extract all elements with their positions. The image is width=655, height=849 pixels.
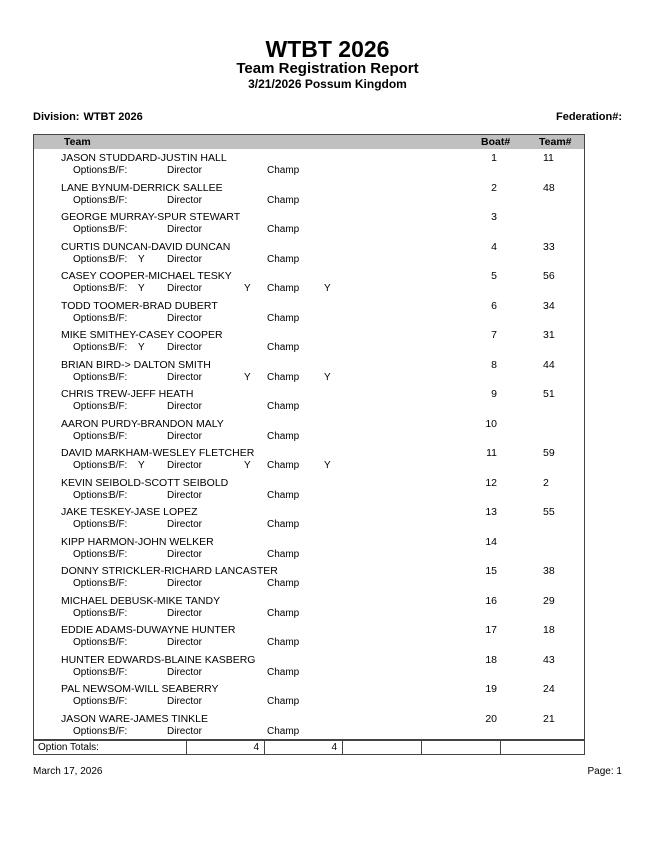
footer-page: Page: 1 (587, 766, 622, 777)
boat-number: 5 (491, 270, 497, 282)
team-name: HUNTER EDWARDS-BLAINE KASBERG (61, 653, 256, 666)
champ-label: Champ (267, 224, 300, 235)
team-name-line (34, 415, 584, 430)
options-label: Options: (73, 430, 111, 442)
bf-label: B/F: (109, 666, 128, 678)
boat-number: 9 (491, 388, 497, 400)
director-label: Director (167, 725, 203, 737)
bf-label: B/F: (109, 253, 128, 265)
column-divider (500, 741, 501, 754)
director-label: Director (167, 194, 203, 206)
champ-label: Champ (267, 165, 300, 176)
options-label: Options: (73, 489, 111, 501)
table-header-row (34, 135, 584, 149)
director-label: Director (167, 342, 203, 353)
bf-label: B/F: (109, 430, 128, 442)
champ-label: Champ (267, 312, 300, 324)
options-label: Options: (73, 666, 111, 678)
team-name: PAL NEWSOM-WILL SEABERRY (61, 683, 219, 695)
column-divider (342, 741, 343, 754)
director-label: Director (167, 371, 203, 383)
team-options-line (34, 607, 584, 622)
team-number: 29 (543, 594, 555, 607)
team-name: AARON PURDY-BRANDON MALY (61, 417, 224, 430)
table-row (34, 267, 584, 297)
bf-label: B/F: (109, 342, 128, 353)
team-name: MIKE SMITHEY-CASEY COOPER (61, 329, 223, 341)
column-divider (264, 741, 265, 754)
team-name: CURTIS DUNCAN-DAVID DUNCAN (61, 240, 231, 253)
director-value: Y (244, 283, 251, 294)
team-name: MICHAEL DEBUSK-MIKE TANDY (61, 594, 221, 607)
boat-number: 19 (485, 683, 497, 695)
team-number: 44 (543, 358, 555, 371)
bf-label: B/F: (109, 460, 128, 471)
bf-label: B/F: (109, 283, 128, 294)
team-number: 33 (543, 240, 555, 253)
team-name: GEORGE MURRAY-SPUR STEWART (61, 211, 241, 223)
team-name-line (34, 444, 584, 459)
bf-label: B/F: (109, 371, 128, 383)
boat-number: 11 (486, 447, 497, 459)
team-number: 18 (543, 624, 555, 636)
bf-value: Y (138, 460, 145, 471)
options-label: Options: (73, 548, 111, 560)
team-number: 51 (543, 388, 555, 400)
table-row (34, 562, 584, 592)
boat-number: 15 (485, 565, 497, 577)
bf-label: B/F: (109, 725, 128, 737)
team-options-line (34, 636, 584, 651)
team-options-line (34, 459, 584, 474)
table-row (34, 356, 584, 386)
options-label: Options: (73, 253, 111, 265)
bf-label: B/F: (109, 696, 128, 707)
director-label: Director (167, 607, 203, 619)
team-name-line (34, 238, 584, 253)
team-number: 59 (543, 447, 555, 459)
director-label: Director (167, 401, 203, 412)
division-label: Division: (33, 111, 80, 123)
column-divider (186, 741, 187, 754)
table-row (34, 621, 584, 651)
column-divider (421, 741, 422, 754)
director-value: Y (244, 460, 251, 471)
options-label: Options: (73, 578, 111, 589)
champ-label: Champ (267, 666, 300, 678)
options-label: Options: (73, 401, 111, 412)
boat-number: 3 (491, 211, 497, 223)
director-label: Director (167, 253, 203, 265)
team-options-line (34, 725, 584, 740)
director-label: Director (167, 283, 203, 294)
boat-number: 16 (485, 594, 497, 607)
team-name-line (34, 149, 584, 164)
option-total-value: 4 (253, 742, 259, 753)
team-name: KEVIN SEIBOLD-SCOTT SEIBOLD (61, 476, 229, 489)
report-title: WTBT 2026 (265, 36, 390, 62)
options-label: Options: (73, 283, 111, 294)
bf-value: Y (138, 253, 145, 265)
team-options-line (34, 666, 584, 681)
team-options-line (34, 548, 584, 563)
director-label: Director (167, 578, 203, 589)
options-label: Options: (73, 342, 111, 353)
table-row (34, 592, 584, 622)
champ-label: Champ (267, 578, 300, 589)
team-name: TODD TOOMER-BRAD DUBERT (61, 299, 218, 312)
options-label: Options: (73, 194, 111, 206)
team-number: 31 (543, 329, 555, 341)
boat-number: 20 (485, 712, 497, 725)
report-subtitle: Team Registration Report (236, 60, 419, 78)
director-label: Director (167, 637, 203, 648)
table-row (34, 179, 584, 209)
champ-value: Y (324, 283, 331, 294)
team-number: 34 (543, 299, 555, 312)
team-name: JAKE TESKEY-JASE LOPEZ (61, 506, 198, 518)
bf-value: Y (138, 342, 145, 353)
team-name: CHRIS TREW-JEFF HEATH (61, 388, 194, 400)
bf-value: Y (138, 283, 145, 294)
team-name: LANE BYNUM-DERRICK SALLEE (61, 181, 223, 194)
boat-number: 2 (491, 181, 497, 194)
options-label: Options: (73, 696, 111, 707)
team-name: JASON WARE-JAMES TINKLE (61, 712, 209, 725)
team-options-line (34, 371, 584, 386)
options-label: Options: (73, 637, 111, 648)
table-row (34, 444, 584, 474)
table-row (34, 680, 584, 710)
director-label: Director (167, 519, 203, 530)
team-number: 11 (543, 152, 554, 164)
team-table (33, 134, 585, 740)
director-label: Director (167, 224, 203, 235)
champ-value: Y (324, 460, 331, 471)
team-name-line (34, 208, 584, 223)
team-options-line (34, 577, 584, 592)
table-row (34, 651, 584, 681)
team-options-line (34, 282, 584, 297)
bf-label: B/F: (109, 194, 128, 206)
team-options-line (34, 400, 584, 415)
bf-label: B/F: (109, 165, 128, 176)
director-value: Y (244, 371, 251, 383)
division-value: WTBT 2026 (83, 111, 143, 123)
team-options-line (34, 194, 584, 209)
federation-label: Federation#: (555, 111, 622, 123)
team-name-line (34, 710, 584, 725)
team-number: 56 (543, 270, 555, 282)
options-label: Options: (73, 725, 111, 737)
champ-label: Champ (267, 194, 300, 206)
options-label: Options: (73, 165, 111, 176)
director-label: Director (167, 460, 203, 471)
team-name-line (34, 621, 584, 636)
boat-number: 12 (485, 476, 497, 489)
team-name: BRIAN BIRD-> DALTON SMITH (61, 358, 211, 371)
report-dateline: 3/21/2026 Possum Kingdom (248, 76, 407, 91)
team-name-line (34, 326, 584, 341)
champ-value: Y (324, 371, 331, 383)
director-label: Director (167, 666, 203, 678)
director-label: Director (167, 696, 203, 707)
division-group (33, 111, 147, 123)
champ-label: Champ (267, 371, 300, 383)
options-label: Options: (73, 371, 111, 383)
bf-label: B/F: (109, 548, 128, 560)
bf-label: B/F: (109, 312, 128, 324)
team-options-line (34, 312, 584, 327)
director-label: Director (167, 165, 203, 176)
table-row (34, 326, 584, 356)
boat-number: 10 (485, 417, 497, 430)
team-name: DONNY STRICKLER-RICHARD LANCASTER (61, 565, 278, 577)
team-name-line (34, 179, 584, 194)
option-totals-label: Option Totals: (38, 742, 99, 753)
team-number: 43 (543, 653, 555, 666)
option-total-value: 4 (331, 742, 337, 753)
director-label: Director (167, 548, 203, 560)
champ-label: Champ (267, 725, 300, 737)
team-name: EDDIE ADAMS-DUWAYNE HUNTER (61, 624, 236, 636)
team-number: 48 (543, 181, 555, 194)
boat-number: 17 (485, 624, 497, 636)
boat-number: 8 (491, 358, 497, 371)
table-row (34, 503, 584, 533)
team-options-line (34, 430, 584, 445)
column-header-boat: Boat# (481, 136, 511, 148)
team-options-line (34, 164, 584, 179)
table-body (34, 149, 584, 739)
champ-label: Champ (267, 548, 300, 560)
table-row (34, 385, 584, 415)
table-row (34, 415, 584, 445)
table-row (34, 474, 584, 504)
champ-label: Champ (267, 460, 300, 471)
champ-label: Champ (267, 283, 300, 294)
team-name-line (34, 651, 584, 666)
team-name-line (34, 680, 584, 695)
boat-number: 1 (491, 152, 497, 164)
column-header-team-num: Team# (539, 136, 572, 148)
meta-row (33, 111, 622, 123)
team-name-line (34, 356, 584, 371)
team-options-line (34, 223, 584, 238)
team-options-line (34, 518, 584, 533)
bf-label: B/F: (109, 637, 128, 648)
bf-label: B/F: (109, 401, 128, 412)
bf-label: B/F: (109, 578, 128, 589)
champ-label: Champ (267, 253, 300, 265)
director-label: Director (167, 489, 203, 501)
bf-label: B/F: (109, 224, 128, 235)
table-row (34, 208, 584, 238)
team-options-line (34, 341, 584, 356)
team-name-line (34, 562, 584, 577)
boat-number: 4 (491, 240, 497, 253)
bf-label: B/F: (109, 607, 128, 619)
options-label: Options: (73, 460, 111, 471)
footer-date: March 17, 2026 (33, 766, 103, 777)
team-name: JASON STUDDARD-JUSTIN HALL (61, 152, 227, 164)
team-name-line (34, 533, 584, 548)
table-row (34, 533, 584, 563)
champ-label: Champ (267, 696, 300, 707)
team-options-line (34, 253, 584, 268)
options-label: Options: (73, 519, 111, 530)
bf-label: B/F: (109, 489, 128, 501)
team-number: 2 (543, 476, 549, 489)
team-name-line (34, 385, 584, 400)
table-row (34, 149, 584, 179)
boat-number: 14 (485, 535, 497, 548)
team-name-line (34, 474, 584, 489)
options-label: Options: (73, 312, 111, 324)
champ-label: Champ (267, 607, 300, 619)
boat-number: 7 (491, 329, 497, 341)
options-label: Options: (73, 607, 111, 619)
boat-number: 18 (485, 653, 497, 666)
team-number: 38 (543, 565, 555, 577)
team-number: 55 (543, 506, 555, 518)
option-totals-row (33, 740, 585, 755)
team-name-line (34, 297, 584, 312)
team-name-line (34, 503, 584, 518)
champ-label: Champ (267, 342, 300, 353)
team-options-line (34, 695, 584, 710)
team-options-line (34, 489, 584, 504)
bf-label: B/F: (109, 519, 128, 530)
champ-label: Champ (267, 489, 300, 501)
table-row (34, 297, 584, 327)
team-name-line (34, 592, 584, 607)
team-name: CASEY COOPER-MICHAEL TESKY (61, 270, 232, 282)
team-name-line (34, 267, 584, 282)
boat-number: 13 (485, 506, 497, 518)
table-row (34, 710, 584, 740)
champ-label: Champ (267, 430, 300, 442)
director-label: Director (167, 312, 203, 324)
options-label: Options: (73, 224, 111, 235)
team-name: KIPP HARMON-JOHN WELKER (61, 535, 214, 548)
column-header-team: Team (64, 136, 91, 148)
boat-number: 6 (491, 299, 497, 312)
champ-label: Champ (267, 519, 300, 530)
team-number: 24 (543, 683, 555, 695)
champ-label: Champ (267, 637, 300, 648)
director-label: Director (167, 430, 203, 442)
team-number: 21 (543, 712, 555, 725)
champ-label: Champ (267, 401, 300, 412)
team-name: DAVID MARKHAM-WESLEY FLETCHER (61, 447, 255, 459)
table-row (34, 238, 584, 268)
